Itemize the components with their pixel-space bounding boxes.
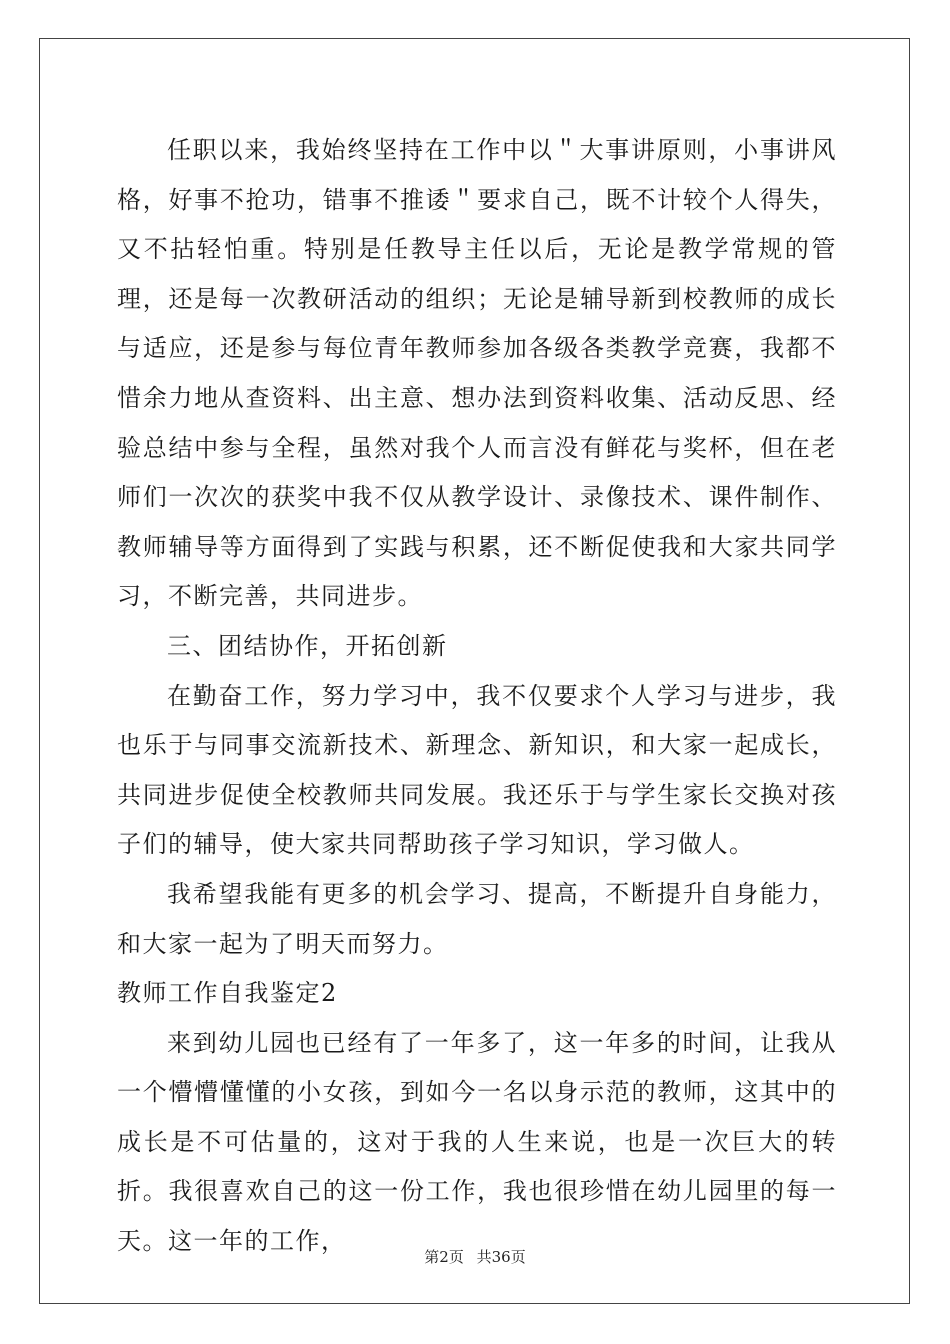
paragraph-commitment: 任职以来，我始终坚持在工作中以＂大事讲原则，小事讲风格，好事不抢功，错事不推诿＂要求自己，既不计较个人得失，又不拈轻怕重。特别是任教导主任以后，无论是教学常规的管理，还是每一次教研活动的组织；无论是辅导新到校教师的成长与适应，还是参与每位青年教师参加各级各类教学竞赛，我都不惜余力地从查资料、出主意、想办法到资料收集、活动反思、经验总结中参与全程，虽然对我个人而言没有鲜花与奖杯，但在老师们一次次的获奖中我不仅从教学设计、录像技术、课件制作、教师辅导等方面得到了实践与积累，还不断促使我和大家共同学习，不断完善，共同进步。 <box>117 136 837 611</box>
page-number: 第2页 <box>424 1248 464 1266</box>
paragraph-hope: 我希望我能有更多的机会学习、提高，不断提升自身能力，和大家一起为了明天而努力。 <box>117 879 837 958</box>
page-footer <box>0 1246 950 1267</box>
section-heading-teamwork: 三、团结协作，开拓创新 <box>167 631 448 660</box>
page-total: 共36页 <box>476 1248 526 1266</box>
paragraph-teamwork: 在勤奋工作，努力学习中，我不仅要求个人学习与进步，我也乐于与同事交流新技术、新理念、新知识，和大家一起成长，共同进步促使全校教师共同发展。我还乐于与学生家长交换对孩子们的辅导，使大家共同帮助孩子学习知识，学习做人。 <box>117 681 837 859</box>
document-body <box>117 126 837 1267</box>
article-title: 教师工作自我鉴定2 <box>117 979 338 1008</box>
paragraph-kindergarten: 来到幼儿园也已经有了一年多了，这一年多的时间，让我从一个懵懵懂懂的小女孩，到如今一名以身示范的教师，这其中的成长是不可估量的，这对于我的人生来说，也是一次巨大的转折。我很喜欢自己的这一份工作，我也很珍惜在幼儿园里的每一天。这一年的工作， <box>117 1028 837 1256</box>
